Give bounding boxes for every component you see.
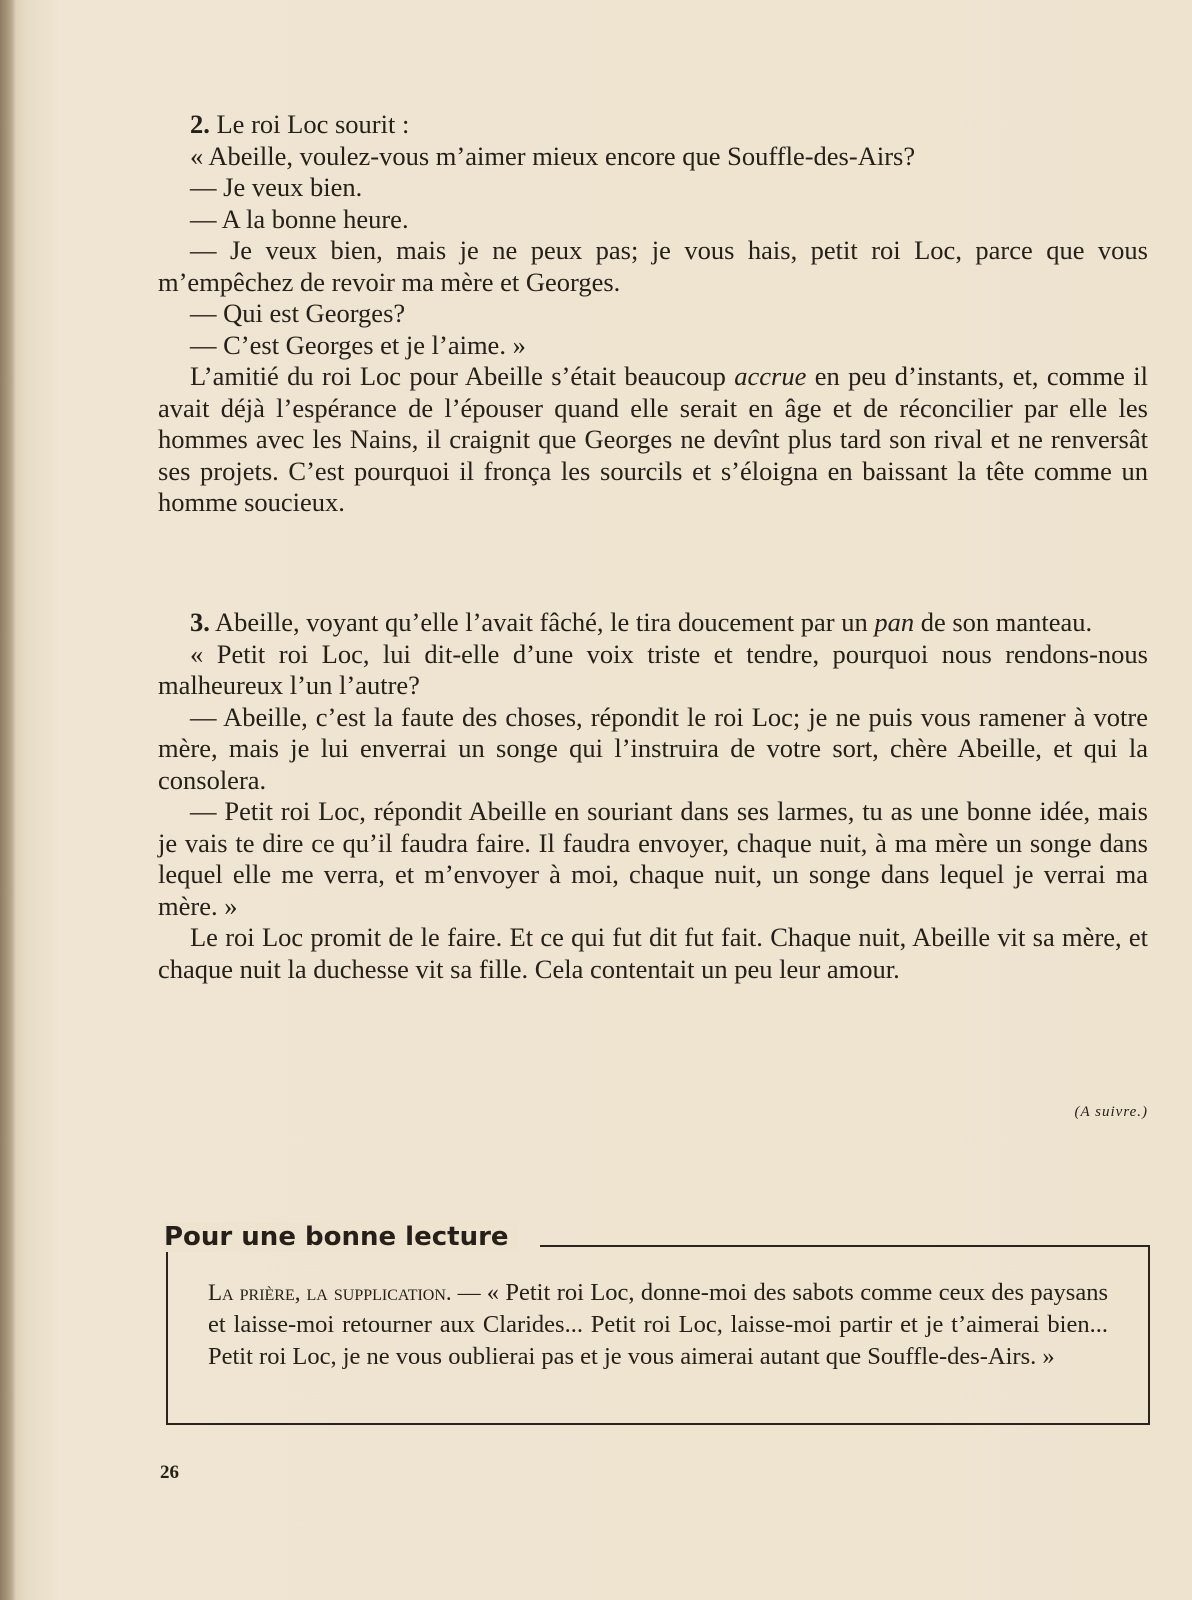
italic-word: accrue bbox=[734, 361, 807, 391]
section-3 bbox=[158, 607, 1148, 985]
italic-word: pan bbox=[874, 607, 915, 637]
box-heading: Pour une bonne lecture bbox=[164, 1222, 519, 1252]
dialogue-line: — Abeille, c’est la faute des choses, répondit le roi Loc; je ne puis vous ramener à votre mère, mais je lui enverrai un songe qui l’instruira de votre sort, chère Abeille, et qui la consolera. bbox=[158, 701, 1148, 795]
page-binding-shadow bbox=[0, 0, 16, 1600]
dialogue-line: — Je veux bien. bbox=[190, 172, 363, 202]
box-text: La prière, la supplication. — « Petit roi Loc, donne-moi des sabots comme ceux des paysans et laisse-moi retourner aux Clarides... Petit roi Loc, laisse-moi partir et je t’aimerai bien... Petit roi Loc, je ne vous oublierai pas et je vous aimerai autant que Souffle-des-Airs. » bbox=[208, 1279, 1108, 1370]
section-2 bbox=[158, 109, 1148, 519]
to-be-continued: (A suivre.) bbox=[1074, 1104, 1148, 1120]
paragraph: 2. Le roi Loc sourit : bbox=[190, 109, 410, 139]
dialogue-line: « Abeille, voulez-vous m’aimer mieux encore que Souffle-des-Airs? bbox=[190, 140, 916, 171]
paragraph: L’amitié du roi Loc pour Abeille s’était beaucoup accrue en peu d’instants, et, comme il avait déjà l’espérance de l’épouser quand elle serait en âge et de réconcilier par elle les hommes avec les Nains, il craignit que Georges ne devînt plus tard son rival et ne renversât ses projets. C’est pourquoi il fronça les sourcils et s’éloigna en baissant la tête comme un homme soucieux. bbox=[158, 361, 1148, 517]
section-number: 3. bbox=[190, 607, 210, 637]
box-lead: La prière, la supplication. — bbox=[208, 1280, 487, 1305]
dialogue-line: — Je veux bien, mais je ne peux pas; je vous hais, petit roi Loc, parce que vous m’empêchez de revoir ma mère et Georges. bbox=[158, 235, 1148, 297]
section-number: 2. bbox=[190, 109, 210, 139]
page-number: 26 bbox=[160, 1462, 179, 1483]
paragraph: Le roi Loc promit de le faire. Et ce qui fut dit fut fait. Chaque nuit, Abeille vit sa mère, et chaque nuit la duchesse vit sa fille. Cela contentait un peu leur amour. bbox=[158, 922, 1148, 984]
dialogue-line: — C’est Georges et je l’aime. » bbox=[190, 329, 526, 360]
dialogue-line: — A la bonne heure. bbox=[190, 203, 409, 234]
dialogue-line: — Qui est Georges? bbox=[190, 298, 406, 328]
dialogue-line: « Petit roi Loc, lui dit-elle d’une voix triste et tendre, pourquoi nous rendons-nous malheureux l’un l’autre? bbox=[158, 638, 1148, 700]
paragraph: 3. Abeille, voyant qu’elle l’avait fâché, le tira doucement par un pan de son manteau. bbox=[190, 607, 1093, 637]
dialogue-line: — Petit roi Loc, répondit Abeille en souriant dans ses larmes, tu as une bonne idée, mais je vais te dire ce qu’il faudra faire. Il faudra envoyer, chaque nuit, à ma mère un songe dans lequel elle me verra, et m’envoyer à moi, chaque nuit, un songe dans lequel je verrai ma mère. » bbox=[158, 796, 1148, 921]
